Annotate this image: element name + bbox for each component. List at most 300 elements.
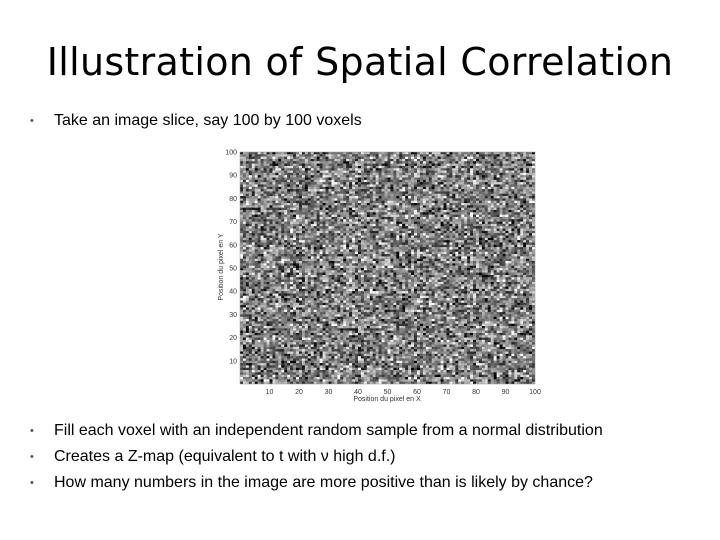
voxel-cell bbox=[429, 245, 432, 247]
voxel-cell bbox=[402, 178, 405, 180]
voxel-cell bbox=[461, 252, 464, 254]
voxel-cell bbox=[299, 168, 302, 170]
voxel-cell bbox=[449, 254, 452, 256]
voxel-cell bbox=[420, 224, 423, 226]
voxel-cell bbox=[334, 191, 337, 193]
voxel-cell bbox=[358, 226, 361, 228]
voxel-cell bbox=[408, 249, 411, 251]
voxel-cell bbox=[272, 203, 275, 205]
voxel-cell bbox=[444, 247, 447, 249]
voxel-cell bbox=[432, 266, 435, 268]
voxel-cell bbox=[287, 152, 290, 154]
voxel-cell bbox=[452, 203, 455, 205]
voxel-cell bbox=[255, 180, 258, 182]
voxel-cell bbox=[497, 201, 500, 203]
voxel-cell bbox=[343, 249, 346, 251]
voxel-cell bbox=[500, 259, 503, 261]
voxel-cell bbox=[449, 173, 452, 175]
voxel-cell bbox=[240, 191, 243, 193]
voxel-cell bbox=[470, 173, 473, 175]
voxel-cell bbox=[270, 242, 273, 244]
voxel-cell bbox=[455, 205, 458, 207]
voxel-cell bbox=[417, 233, 420, 235]
voxel-cell bbox=[367, 173, 370, 175]
voxel-cell bbox=[438, 178, 441, 180]
voxel-cell bbox=[281, 168, 284, 170]
voxel-cell bbox=[426, 159, 429, 161]
voxel-cell bbox=[346, 259, 349, 261]
voxel-cell bbox=[270, 245, 273, 247]
voxel-cell bbox=[349, 191, 352, 193]
voxel-cell bbox=[470, 178, 473, 180]
voxel-cell bbox=[326, 159, 329, 161]
voxel-cell bbox=[287, 236, 290, 238]
voxel-cell bbox=[270, 259, 273, 261]
voxel-cell bbox=[390, 182, 393, 184]
voxel-cell bbox=[323, 184, 326, 186]
voxel-cell bbox=[390, 215, 393, 217]
voxel-cell bbox=[461, 154, 464, 156]
voxel-cell bbox=[311, 168, 314, 170]
voxel-cell bbox=[267, 175, 270, 177]
voxel-cell bbox=[470, 224, 473, 226]
voxel-cell bbox=[275, 187, 278, 189]
voxel-cell bbox=[529, 242, 532, 244]
voxel-cell bbox=[482, 217, 485, 219]
voxel-cell bbox=[281, 212, 284, 214]
voxel-cell bbox=[473, 203, 476, 205]
voxel-cell bbox=[497, 208, 500, 210]
voxel-cell bbox=[293, 233, 296, 235]
voxel-cell bbox=[317, 180, 320, 182]
voxel-cell bbox=[458, 196, 461, 198]
voxel-cell bbox=[370, 198, 373, 200]
voxel-cell bbox=[455, 215, 458, 217]
voxel-cell bbox=[240, 254, 243, 256]
voxel-cell bbox=[320, 238, 323, 240]
voxel-cell bbox=[361, 245, 364, 247]
voxel-cell bbox=[444, 182, 447, 184]
voxel-cell bbox=[370, 259, 373, 261]
voxel-cell bbox=[467, 210, 470, 212]
voxel-cell bbox=[290, 196, 293, 198]
voxel-cell bbox=[396, 166, 399, 168]
voxel-cell bbox=[517, 247, 520, 249]
voxel-cell bbox=[461, 222, 464, 224]
voxel-cell bbox=[317, 233, 320, 235]
voxel-cell bbox=[426, 196, 429, 198]
voxel-cell bbox=[532, 231, 535, 233]
voxel-cell bbox=[438, 152, 441, 154]
voxel-cell bbox=[272, 164, 275, 166]
voxel-cell bbox=[249, 259, 252, 261]
voxel-cell bbox=[393, 178, 396, 180]
voxel-cell bbox=[293, 242, 296, 244]
voxel-cell bbox=[517, 263, 520, 265]
voxel-cell bbox=[482, 159, 485, 161]
voxel-cell bbox=[314, 224, 317, 226]
voxel-cell bbox=[479, 222, 482, 224]
voxel-cell bbox=[520, 166, 523, 168]
voxel-cell bbox=[402, 240, 405, 242]
voxel-cell bbox=[317, 184, 320, 186]
voxel-cell bbox=[455, 182, 458, 184]
voxel-cell bbox=[329, 184, 332, 186]
voxel-cell bbox=[358, 173, 361, 175]
voxel-cell bbox=[311, 159, 314, 161]
voxel-cell bbox=[278, 178, 281, 180]
voxel-cell bbox=[482, 194, 485, 196]
voxel-cell bbox=[497, 178, 500, 180]
voxel-cell bbox=[346, 201, 349, 203]
voxel-cell bbox=[287, 215, 290, 217]
voxel-cell bbox=[497, 161, 500, 163]
voxel-cell bbox=[305, 219, 308, 221]
voxel-cell bbox=[355, 203, 358, 205]
voxel-cell bbox=[532, 222, 535, 224]
voxel-cell bbox=[376, 247, 379, 249]
voxel-cell bbox=[441, 242, 444, 244]
voxel-cell bbox=[408, 184, 411, 186]
voxel-cell bbox=[488, 171, 491, 173]
voxel-cell bbox=[358, 184, 361, 186]
voxel-cell bbox=[270, 215, 273, 217]
voxel-cell bbox=[240, 215, 243, 217]
voxel-cell bbox=[255, 152, 258, 154]
voxel-cell bbox=[485, 249, 488, 251]
voxel-cell bbox=[364, 184, 367, 186]
voxel-cell bbox=[396, 222, 399, 224]
voxel-cell bbox=[494, 266, 497, 268]
voxel-cell bbox=[432, 233, 435, 235]
voxel-cell bbox=[455, 261, 458, 263]
voxel-cell bbox=[393, 161, 396, 163]
voxel-cell bbox=[500, 247, 503, 249]
voxel-cell bbox=[364, 175, 367, 177]
voxel-cell bbox=[526, 175, 529, 177]
voxel-cell bbox=[523, 182, 526, 184]
voxel-cell bbox=[314, 166, 317, 168]
voxel-cell bbox=[343, 166, 346, 168]
voxel-cell bbox=[275, 196, 278, 198]
voxel-cell bbox=[508, 203, 511, 205]
voxel-cell bbox=[385, 198, 388, 200]
voxel-cell bbox=[337, 231, 340, 233]
voxel-cell bbox=[396, 231, 399, 233]
voxel-cell bbox=[435, 178, 438, 180]
voxel-cell bbox=[284, 189, 287, 191]
voxel-cell bbox=[435, 233, 438, 235]
voxel-cell bbox=[402, 256, 405, 258]
voxel-cell bbox=[414, 238, 417, 240]
voxel-cell bbox=[508, 194, 511, 196]
voxel-cell bbox=[417, 240, 420, 242]
voxel-cell bbox=[399, 226, 402, 228]
voxel-cell bbox=[302, 175, 305, 177]
voxel-cell bbox=[249, 266, 252, 268]
voxel-cell bbox=[275, 259, 278, 261]
voxel-cell bbox=[252, 229, 255, 231]
voxel-cell bbox=[455, 252, 458, 254]
voxel-cell bbox=[432, 215, 435, 217]
voxel-cell bbox=[408, 198, 411, 200]
voxel-cell bbox=[275, 217, 278, 219]
voxel-cell bbox=[476, 198, 479, 200]
voxel-cell bbox=[423, 226, 426, 228]
voxel-cell bbox=[270, 203, 273, 205]
voxel-cell bbox=[435, 229, 438, 231]
voxel-cell bbox=[488, 198, 491, 200]
voxel-cell bbox=[340, 168, 343, 170]
voxel-cell bbox=[367, 242, 370, 244]
voxel-cell bbox=[449, 238, 452, 240]
voxel-cell bbox=[417, 261, 420, 263]
voxel-cell bbox=[399, 168, 402, 170]
voxel-cell bbox=[452, 247, 455, 249]
voxel-cell bbox=[343, 189, 346, 191]
voxel-cell bbox=[382, 191, 385, 193]
voxel-cell bbox=[388, 180, 391, 182]
voxel-cell bbox=[373, 217, 376, 219]
voxel-cell bbox=[503, 263, 506, 265]
voxel-cell bbox=[414, 226, 417, 228]
voxel-cell bbox=[476, 168, 479, 170]
voxel-cell bbox=[334, 242, 337, 244]
voxel-cell bbox=[305, 171, 308, 173]
voxel-cell bbox=[417, 215, 420, 217]
voxel-cell bbox=[302, 238, 305, 240]
voxel-cell bbox=[408, 256, 411, 258]
voxel-cell bbox=[272, 187, 275, 189]
voxel-cell bbox=[364, 222, 367, 224]
voxel-cell bbox=[523, 242, 526, 244]
voxel-cell bbox=[296, 180, 299, 182]
voxel-cell bbox=[485, 178, 488, 180]
voxel-cell bbox=[284, 182, 287, 184]
voxel-cell bbox=[379, 263, 382, 265]
voxel-cell bbox=[467, 222, 470, 224]
voxel-cell bbox=[438, 203, 441, 205]
voxel-cell bbox=[491, 175, 494, 177]
voxel-cell bbox=[367, 152, 370, 154]
voxel-cell bbox=[272, 245, 275, 247]
voxel-cell bbox=[411, 249, 414, 251]
voxel-cell bbox=[267, 245, 270, 247]
voxel-cell bbox=[379, 229, 382, 231]
voxel-cell bbox=[323, 224, 326, 226]
voxel-cell bbox=[317, 238, 320, 240]
voxel-cell bbox=[376, 152, 379, 154]
voxel-cell bbox=[393, 249, 396, 251]
voxel-cell bbox=[255, 222, 258, 224]
voxel-cell bbox=[479, 226, 482, 228]
voxel-cell bbox=[390, 261, 393, 263]
voxel-cell bbox=[340, 173, 343, 175]
voxel-cell bbox=[491, 208, 494, 210]
voxel-cell bbox=[447, 205, 450, 207]
voxel-cell bbox=[399, 161, 402, 163]
voxel-cell bbox=[405, 166, 408, 168]
voxel-cell bbox=[447, 254, 450, 256]
voxel-cell bbox=[290, 178, 293, 180]
voxel-cell bbox=[491, 247, 494, 249]
voxel-cell bbox=[343, 152, 346, 154]
voxel-cell bbox=[479, 231, 482, 233]
voxel-cell bbox=[317, 182, 320, 184]
voxel-cell bbox=[411, 247, 414, 249]
voxel-cell bbox=[337, 247, 340, 249]
voxel-cell bbox=[346, 178, 349, 180]
voxel-cell bbox=[249, 152, 252, 154]
voxel-cell bbox=[278, 259, 281, 261]
voxel-cell bbox=[326, 164, 329, 166]
voxel-cell bbox=[349, 217, 352, 219]
voxel-cell bbox=[497, 191, 500, 193]
voxel-cell bbox=[508, 178, 511, 180]
voxel-cell bbox=[270, 224, 273, 226]
voxel-cell bbox=[385, 240, 388, 242]
voxel-cell bbox=[340, 164, 343, 166]
voxel-cell bbox=[261, 238, 264, 240]
voxel-cell bbox=[258, 259, 261, 261]
voxel-cell bbox=[417, 175, 420, 177]
voxel-cell bbox=[458, 236, 461, 238]
voxel-cell bbox=[461, 263, 464, 265]
voxel-cell bbox=[299, 154, 302, 156]
voxel-cell bbox=[317, 191, 320, 193]
voxel-cell bbox=[267, 212, 270, 214]
voxel-cell bbox=[255, 231, 258, 233]
voxel-cell bbox=[438, 238, 441, 240]
voxel-cell bbox=[508, 219, 511, 221]
voxel-cell bbox=[272, 247, 275, 249]
voxel-cell bbox=[447, 238, 450, 240]
voxel-cell bbox=[361, 231, 364, 233]
voxel-cell bbox=[329, 222, 332, 224]
voxel-cell bbox=[458, 161, 461, 163]
voxel-cell bbox=[441, 201, 444, 203]
voxel-cell bbox=[470, 159, 473, 161]
voxel-cell bbox=[405, 161, 408, 163]
voxel-cell bbox=[367, 256, 370, 258]
voxel-cell bbox=[449, 249, 452, 251]
voxel-cell bbox=[278, 166, 281, 168]
voxel-cell bbox=[532, 173, 535, 175]
voxel-cell bbox=[379, 254, 382, 256]
voxel-cell bbox=[258, 198, 261, 200]
voxel-cell bbox=[523, 254, 526, 256]
voxel-cell bbox=[364, 242, 367, 244]
voxel-cell bbox=[261, 212, 264, 214]
voxel-cell bbox=[331, 203, 334, 205]
voxel-cell bbox=[379, 166, 382, 168]
voxel-cell bbox=[467, 178, 470, 180]
voxel-cell bbox=[441, 212, 444, 214]
voxel-cell bbox=[290, 166, 293, 168]
voxel-cell bbox=[323, 205, 326, 207]
voxel-cell bbox=[485, 198, 488, 200]
voxel-cell bbox=[367, 203, 370, 205]
voxel-cell bbox=[461, 166, 464, 168]
voxel-cell bbox=[323, 247, 326, 249]
voxel-cell bbox=[255, 161, 258, 163]
voxel-cell bbox=[517, 168, 520, 170]
voxel-cell bbox=[408, 217, 411, 219]
voxel-cell bbox=[529, 259, 532, 261]
voxel-cell bbox=[494, 203, 497, 205]
voxel-cell bbox=[349, 184, 352, 186]
voxel-cell bbox=[455, 201, 458, 203]
voxel-cell bbox=[411, 154, 414, 156]
voxel-cell bbox=[414, 256, 417, 258]
voxel-cell bbox=[376, 212, 379, 214]
voxel-cell bbox=[382, 152, 385, 154]
voxel-cell bbox=[523, 233, 526, 235]
voxel-cell bbox=[532, 161, 535, 163]
voxel-cell bbox=[326, 198, 329, 200]
voxel-cell bbox=[511, 154, 514, 156]
voxel-cell bbox=[323, 226, 326, 228]
voxel-cell bbox=[476, 201, 479, 203]
voxel-cell bbox=[281, 187, 284, 189]
voxel-cell bbox=[414, 157, 417, 159]
voxel-cell bbox=[488, 226, 491, 228]
voxel-cell bbox=[423, 236, 426, 238]
voxel-cell bbox=[376, 222, 379, 224]
voxel-cell bbox=[355, 259, 358, 261]
voxel-cell bbox=[461, 203, 464, 205]
voxel-cell bbox=[393, 266, 396, 268]
voxel-cell bbox=[246, 266, 249, 268]
voxel-cell bbox=[532, 263, 535, 265]
voxel-cell bbox=[255, 236, 258, 238]
voxel-cell bbox=[252, 212, 255, 214]
voxel-cell bbox=[361, 189, 364, 191]
voxel-cell bbox=[243, 240, 246, 242]
voxel-cell bbox=[361, 261, 364, 263]
voxel-cell bbox=[240, 205, 243, 207]
voxel-cell bbox=[361, 242, 364, 244]
voxel-cell bbox=[526, 208, 529, 210]
voxel-cell bbox=[376, 196, 379, 198]
voxel-cell bbox=[500, 249, 503, 251]
voxel-cell bbox=[367, 201, 370, 203]
voxel-cell bbox=[255, 256, 258, 258]
voxel-cell bbox=[367, 226, 370, 228]
voxel-cell bbox=[364, 189, 367, 191]
voxel-cell bbox=[358, 247, 361, 249]
voxel-cell bbox=[243, 196, 246, 198]
voxel-cell bbox=[479, 261, 482, 263]
voxel-cell bbox=[405, 168, 408, 170]
voxel-cell bbox=[405, 203, 408, 205]
voxel-cell bbox=[308, 194, 311, 196]
voxel-cell bbox=[435, 157, 438, 159]
voxel-cell bbox=[311, 238, 314, 240]
voxel-cell bbox=[314, 201, 317, 203]
voxel-cell bbox=[449, 252, 452, 254]
voxel-cell bbox=[479, 164, 482, 166]
voxel-cell bbox=[435, 184, 438, 186]
voxel-cell bbox=[455, 154, 458, 156]
voxel-cell bbox=[370, 263, 373, 265]
voxel-cell bbox=[455, 224, 458, 226]
voxel-cell bbox=[267, 238, 270, 240]
voxel-cell bbox=[485, 222, 488, 224]
voxel-cell bbox=[426, 166, 429, 168]
voxel-cell bbox=[441, 187, 444, 189]
voxel-cell bbox=[296, 191, 299, 193]
